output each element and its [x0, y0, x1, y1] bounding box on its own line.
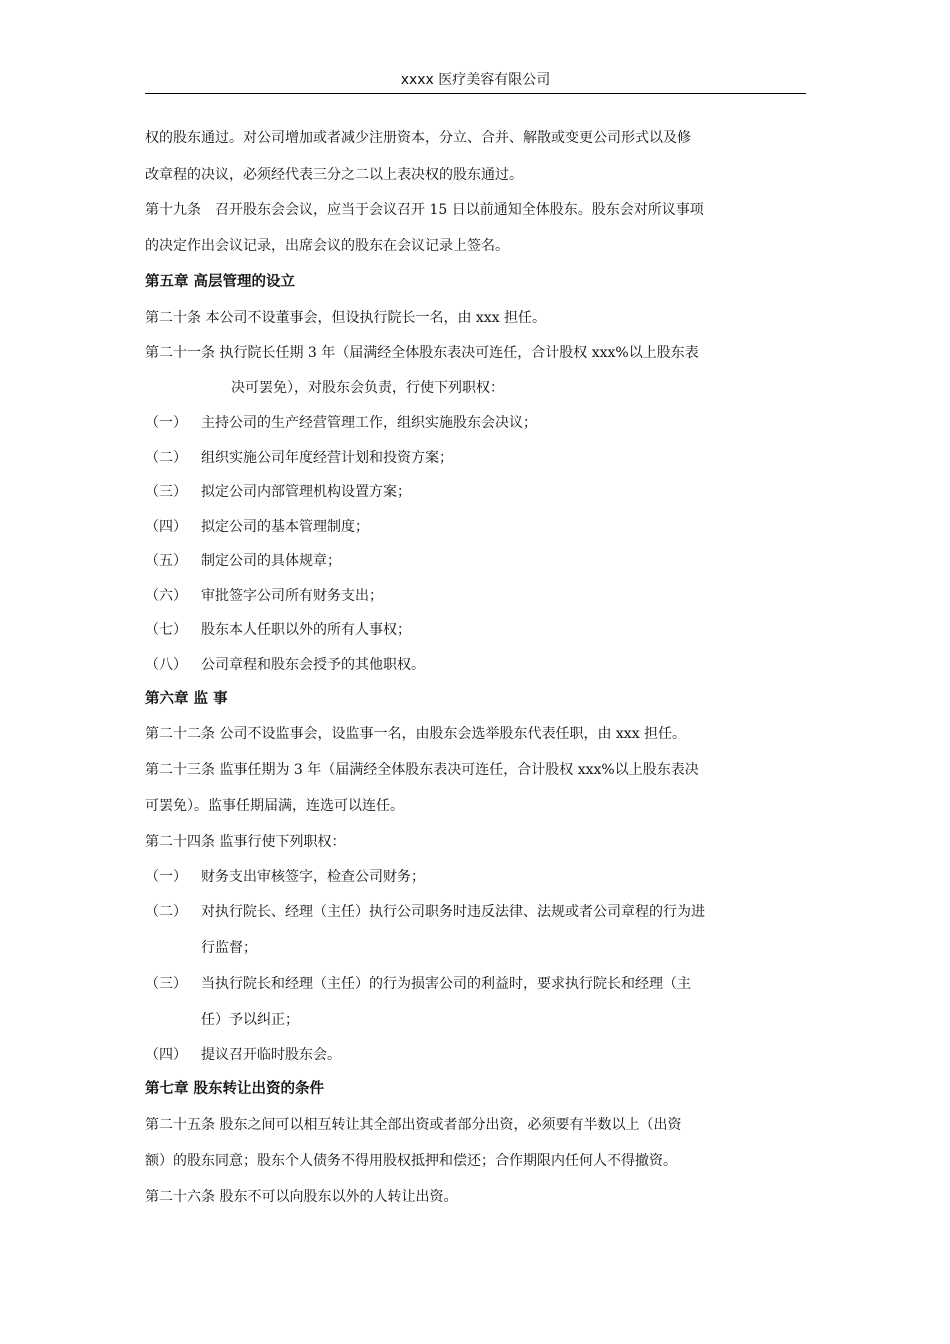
list-item	[145, 413, 537, 433]
item-number: （一）	[145, 415, 187, 431]
article-23-cont: 可罢免）。监事任期届满，连选可以连任。	[145, 798, 404, 814]
item-number: （七）	[145, 622, 187, 638]
article-20: 第二十条 本公司不设董事会，但设执行院长一名，由 xxx 担任。	[145, 310, 547, 326]
item-text: 拟定公司内部管理机构设置方案；	[201, 484, 411, 500]
item-number: （三）	[145, 976, 187, 992]
item-number: （一）	[145, 869, 187, 885]
article-22: 第二十二条 公司不设监事会，设监事一名，由股东会选举股东代表任职，由 xxx 担任。	[145, 726, 687, 742]
item-number: （八）	[145, 657, 187, 673]
item-number: （六）	[145, 588, 187, 604]
item-number: （二）	[145, 450, 187, 466]
article-24: 第二十四条 监事行使下列职权：	[145, 834, 346, 850]
article-23: 第二十三条 监事任期为 3 年（届满经全体股东表决可连任，合计股权 xxx%以上股东表决	[145, 762, 699, 778]
item-text-cont: 行监督；	[201, 940, 257, 956]
item-number: （四）	[145, 519, 187, 535]
chapter-7-heading: 第七章 股东转让出资的条件	[145, 1081, 325, 1097]
list-item	[145, 482, 411, 502]
company-name: xxxx 医疗美容有限公司	[400, 72, 551, 88]
list-item	[145, 448, 453, 468]
text-line: 权的股东通过。对公司增加或者减少注册资本，分立、合并、解散或变更公司形式以及修	[145, 130, 691, 146]
list-item	[145, 867, 425, 887]
article-21-cont: 决可罢免），对股东会负责，行使下列职权：	[231, 380, 504, 396]
article-26: 第二十六条 股东不可以向股东以外的人转让出资。	[145, 1189, 458, 1205]
item-number: （五）	[145, 553, 187, 569]
item-text: 组织实施公司年度经营计划和投资方案；	[201, 450, 453, 466]
item-text: 拟定公司的基本管理制度；	[201, 519, 369, 535]
page-header	[145, 70, 806, 94]
chapter-6-heading: 第六章 监 事	[145, 691, 228, 707]
item-number: （四）	[145, 1047, 187, 1063]
article-21: 第二十一条 执行院长任期 3 年（届满经全体股东表决可连任，合计股权 xxx%以上股东表	[145, 345, 699, 361]
list-item	[145, 586, 383, 606]
article-25: 第二十五条 股东之间可以相互转让其全部出资或者部分出资，必须要有半数以上（出资	[145, 1117, 682, 1133]
item-text: 对执行院长、经理（主任）执行公司职务时违反法律、法规或者公司章程的行为进	[201, 904, 705, 920]
item-text: 财务支出审核签字，检查公司财务；	[201, 869, 425, 885]
item-text: 审批签字公司所有财务支出；	[201, 588, 383, 604]
article-19: 第十九条 召开股东会会议，应当于会议召开 15 日以前通知全体股东。股东会对所议事项	[145, 202, 704, 218]
item-number: （三）	[145, 484, 187, 500]
list-item	[145, 620, 411, 640]
item-text: 提议召开临时股东会。	[201, 1047, 341, 1063]
list-item	[145, 551, 341, 571]
item-text: 主持公司的生产经营管理工作，组织实施股东会决议；	[201, 415, 537, 431]
text-line: 的决定作出会议记录，出席会议的股东在会议记录上签名。	[145, 238, 509, 254]
item-number: （二）	[145, 904, 187, 920]
item-text-cont: 任）予以纠正；	[201, 1012, 299, 1028]
list-item	[145, 974, 691, 994]
article-25-cont: 额）的股东同意；股东个人债务不得用股权抵押和偿还；合作期限内任何人不得撤资。	[145, 1153, 677, 1169]
item-text: 当执行院长和经理（主任）的行为损害公司的利益时，要求执行院长和经理（主	[201, 976, 691, 992]
item-text: 公司章程和股东会授予的其他职权。	[201, 657, 425, 673]
text-line: 改章程的决议，必须经代表三分之二以上表决权的股东通过。	[145, 167, 523, 183]
item-text: 制定公司的具体规章；	[201, 553, 341, 569]
list-item	[145, 517, 369, 537]
list-item	[145, 1045, 341, 1065]
chapter-5-heading: 第五章 高层管理的设立	[145, 274, 296, 290]
list-item	[145, 902, 705, 922]
item-text: 股东本人任职以外的所有人事权；	[201, 622, 411, 638]
list-item	[145, 655, 425, 675]
